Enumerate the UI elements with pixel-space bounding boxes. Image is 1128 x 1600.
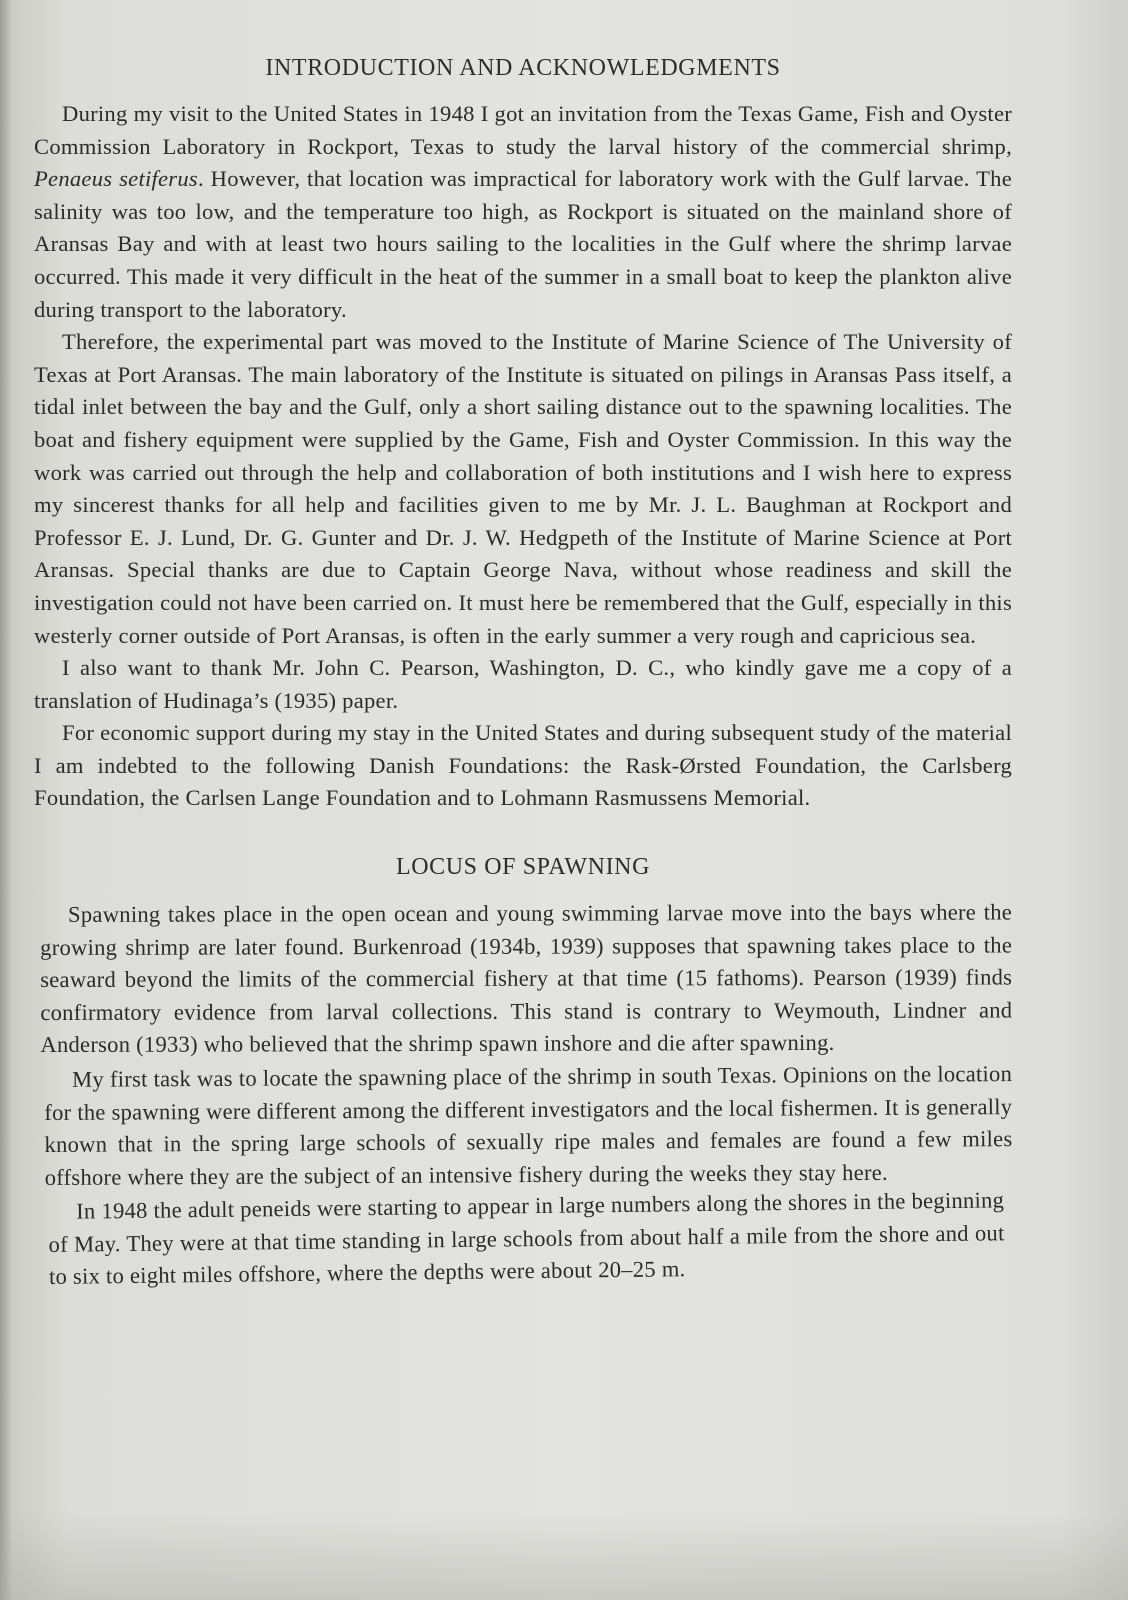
locus-paragraph-3: In 1948 the adult peneids were starting to appear in large numbers along the shores in the beginning of May. They were at that time standing in large schools from about half a mile from the shore and out to six to eight miles offshore, where the depths were about 20–25 m. <box>48 1187 1005 1290</box>
intro-paragraph-2: Therefore, the experimental part was moved to the Institute of Marine Science of The University of Texas at Port Aransas. The main laboratory of the Institute is situated on pilings in Aransas Pass itself, a tidal inlet between the bay and the Gulf, only a short sailing distance out to the spawning localities. The boat and fishery equipment were supplied by the Game, Fish and Oyster Commission. In this way the work was carried out through the help and collaboration of both institutions and I wish here to express my sincerest thanks for all help and facilities given to me by Mr. J. L. Baughman at Rockport and Professor E. J. Lund, Dr. G. Gunter and Dr. J. W. Hedgpeth of the Institute of Marine Science at Port Aransas. Special thanks are due to Captain George Nava, without whose readiness and skill the investigation could not have been carried on. It must here be remembered that the Gulf, especially in this westerly corner outside of Port Aransas, is often in the early summer a very rough and capricious sea. <box>34 329 1012 648</box>
intro-paragraph-1-text-a: During my visit to the United States in 1948 I got an invitation from the Texas Game, Fish and Oyster Commission Laboratory in Rockport, Texas to study the larval history of the commercial shrimp, <box>34 101 1012 159</box>
page-content <box>34 50 1012 1294</box>
page-bottom-shade <box>0 1510 1128 1600</box>
locus-paragraph-2: My first task was to locate the spawning place of the shrimp in south Texas. Opinions on the location for the spawning were different among the different investigators and the local fishermen. It is generally known that in the spring large schools of sexually ripe males and females are found a few miles offshore where they are the subject of an intensive fishery during the weeks they stay here. <box>44 1061 1013 1190</box>
locus-paragraph-1: Spawning takes place in the open ocean and young swimming larvae move into the bays where the growing shrimp are later found. Burkenroad (1934b, 1939) supposes that spawning takes place to the seaward beyond the limits of the commercial fishery at that time (15 fathoms). Pearson (1939) finds confirmatory evidence from larval collections. This stand is contrary to Weymouth, Lindner and Anderson (1933) who believed that the shrimp spawn inshore and die after spawning. <box>40 899 1013 1058</box>
page-gutter-shadow <box>0 0 12 1600</box>
species-name: Penaeus setiferus <box>34 166 198 192</box>
section-heading-locus-of-spawning: LOCUS OF SPAWNING <box>395 854 651 881</box>
section-heading-introduction: INTRODUCTION AND ACKNOWLEDGMENTS <box>265 55 781 81</box>
intro-paragraph-3: I also want to thank Mr. John C. Pearson, Washington, D. C., who kindly gave me a copy of a translation of Hudinaga’s (1935) paper. <box>34 655 1012 713</box>
intro-paragraph-1 <box>34 98 1012 326</box>
intro-paragraph-1-text-b: . However, that location was impractical for laboratory work with the Gulf larvae. The salinity was too low, and the temperature too high, as Rockport is situated on the mainland shore of Aransas Bay and with at least two hours sailing to the localities in the Gulf where the shrimp larvae occurred. This made it very difficult in the heat of the summer in a small boat to keep the plankton alive during transport to the laboratory. <box>34 166 1012 322</box>
locus-section-body <box>34 899 1012 1294</box>
intro-paragraph-4: For economic support during my stay in the United States and during subsequent study of the material I am indebted to the following Danish Foundations: the Rask-Ørsted Foundation, the Carlsberg Foundation, the Carlsen Lange Foundation and to Lohmann Rasmussens Memorial. <box>34 720 1012 811</box>
